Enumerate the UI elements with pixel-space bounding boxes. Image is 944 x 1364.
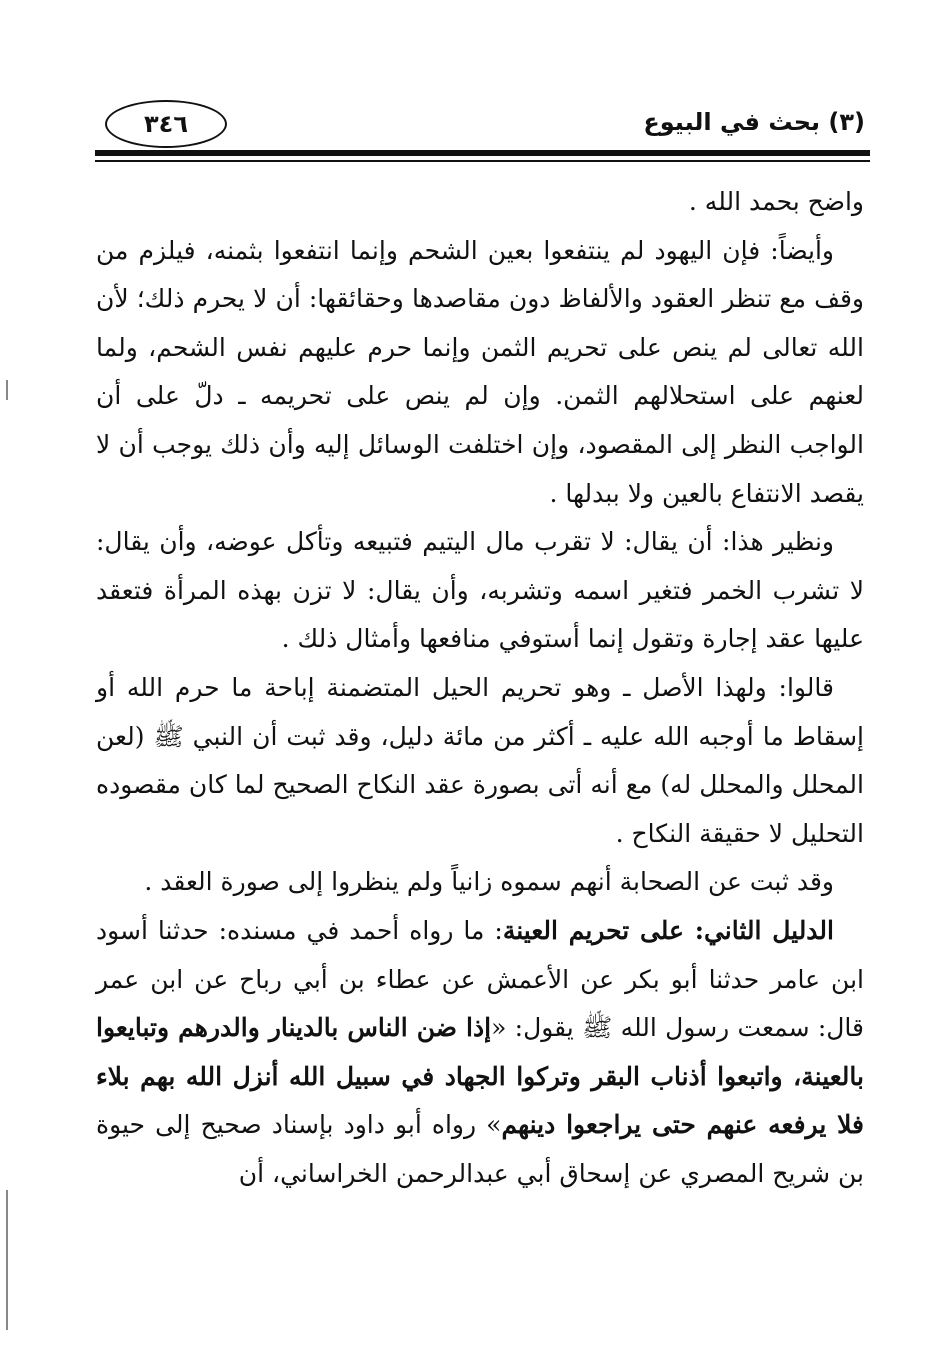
text-segment: ونظير هذا: أن يقال: لا تقرب مال اليتيم فتبيعه وتأكل عوضه، وأن يقال: لا تشرب الخمر فتغير اسمه وتشربه، وأن يقال: لا تزن بهذه المرأة فتعقد عليها عقد إجارة وتقول إنما أستوفي منافعها وأمثال ذلك . [96, 527, 864, 654]
paragraph [96, 227, 864, 519]
paragraph [96, 858, 864, 907]
paragraph [96, 664, 864, 858]
header-rule-thin [95, 160, 870, 162]
page-number: ٣٤٦ [144, 110, 188, 138]
scan-mark [6, 1190, 8, 1330]
page-header [95, 100, 865, 172]
paragraph [96, 518, 864, 664]
text-segment: وأيضاً: فإن اليهود لم ينتفعوا بعين الشحم وإنما انتفعوا بثمنه، فيلزم من وقف مع تنظر العقود والألفاظ دون مقاصدها وحقائقها: أن لا يحرم ذلك؛ لأن الله تعالى لم ينص على تحريم الثمن وإنما حرم عليهم نفس الشحم، ولما لعنهم على استحلالهم الثمن. وإن لم ينص على تحريمه ـ دلّ على أن الواجب النظر إلى المقصود، وإن اختلفت الوسائل إليه وأن ذلك يوجب أن لا يقصد الانتفاع بالعين ولا ببدلها . [96, 235, 864, 508]
body-text [96, 178, 864, 1198]
text-segment: : ما رواه أحمد في مسنده: حدثنا أسود ابن عامر حدثنا أبو بكر عن الأعمش عن عطاء بن أبي رباح عن ابن عمر قال: سمعت رسول الله ﷺ يقول: « [96, 915, 864, 1043]
page-number-oval [105, 100, 227, 148]
text-segment: قالوا: ولهذا الأصل ـ وهو تحريم الحيل المتضمنة إباحة ما حرم الله أو إسقاط ما أوجبه الله عليه ـ أكثر من مائة دليل، وقد ثبت أن النبي ﷺ (لعن المحلل والمحلل له) مع أنه أتى بصورة عقد النكاح الصحيح لما كان مقصوده التحليل لا حقيقة النكاح . [96, 672, 864, 848]
paragraph [96, 907, 864, 1199]
header-rule-thick [95, 150, 870, 156]
running-head: (٣) بحث في البيوع [643, 108, 865, 136]
scan-mark [6, 380, 8, 400]
hadith-quote: إذا ضن الناس بالدينار والدرهم وتبايعوا بالعينة، واتبعوا أذناب البقر وتركوا الجهاد في سبيل الله أنزل الله بهم بلاء فلا يرفعه عنهم حتى يراجعوا دينهم [96, 1013, 864, 1140]
text-segment: وقد ثبت عن الصحابة أنهم سموه زانياً ولم ينظروا إلى صورة العقد . [144, 867, 834, 897]
text-segment: » رواه أبو داود بإسناد صحيح إلى حيوة بن شريح المصري عن إسحاق أبي عبدالرحمن الخراساني، أن [96, 1110, 864, 1188]
paragraph [96, 178, 864, 227]
text-segment: واضح بحمد الله . [688, 187, 864, 216]
section-heading-inline: الدليل الثاني: على تحريم العينة [502, 915, 834, 945]
